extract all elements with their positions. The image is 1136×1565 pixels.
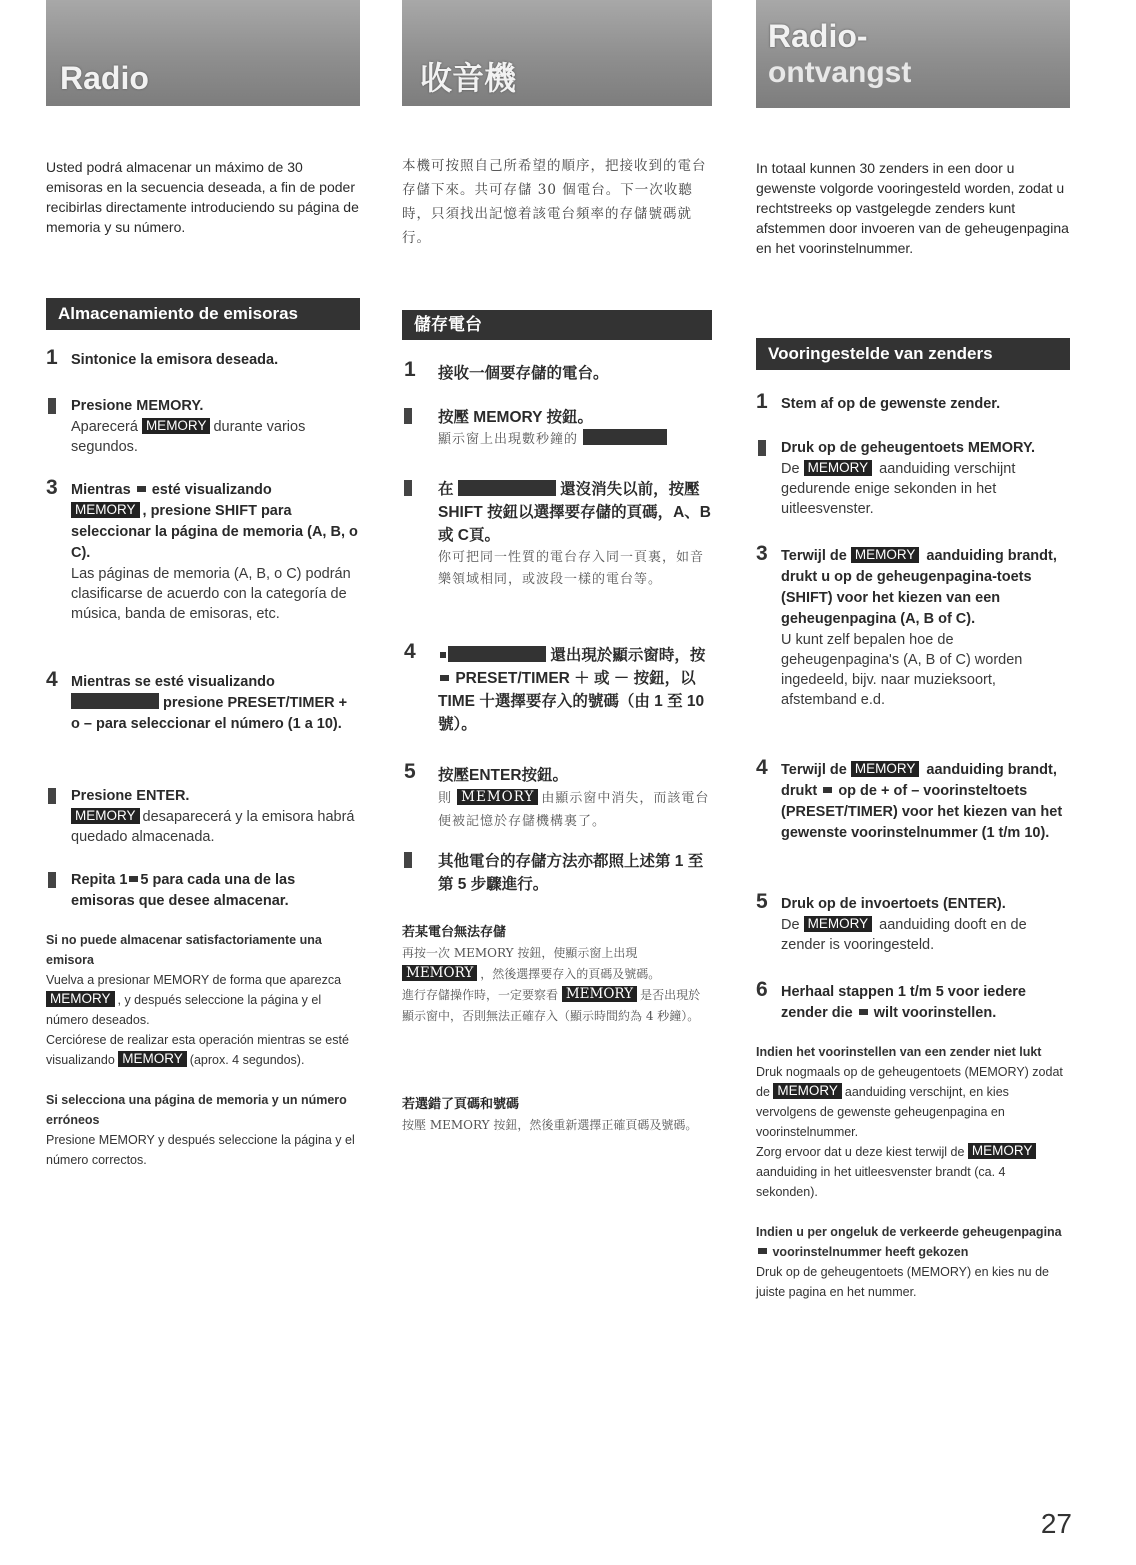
step-number: 3 [756,542,768,565]
title-banner [402,0,712,106]
step-body: MEMORY desaparecerá y la emisora habrá quedado almacenada. [71,808,355,845]
title-banner [756,0,1070,108]
memory-indicator: MEMORY [851,547,920,563]
memory-indicator: MEMORY [968,1143,1037,1159]
step-number: 4 [46,668,58,691]
title-banner [46,0,360,106]
note-wrong-selection [756,1222,1070,1302]
step-heading: Druk op de geheugentoets MEMORY. [781,440,1036,456]
step-marker [48,398,56,414]
step-4 [756,756,1070,844]
memory-indicator: MEMORY [457,789,538,805]
step-heading: 還出現於顯示窗時，按 PRESET/TIMER ＋ 或 － 按鈕，以TIME 十選擇要存入的號碼（由 1 至 10 號）。 [438,647,706,733]
note-wrong-selection [402,1094,712,1136]
step-heading: Druk op de invoertoets (ENTER). [781,896,1006,912]
step-5 [756,890,1070,955]
step-marker [404,852,412,868]
step-number: 1 [404,358,416,381]
note-body: Presione MEMORY y después seleccione la página y el número correctos. [46,1133,355,1167]
note-title: 若選錯了頁碼和號碼 [402,1097,520,1112]
note-wrong-selection [46,1090,360,1170]
step-heading: 在 還沒消失以前，按壓 SHIFT 按鈕以選擇要存儲的頁碼，A、B 或 C頁。 [438,481,711,544]
memory-indicator: MEMORY [71,502,140,518]
step-1 [46,346,360,371]
memory-indicator: MEMORY [851,761,920,777]
step-5 [402,760,712,833]
step-1 [756,390,1070,415]
note-body: 按壓 MEMORY 按鈕，然後重新選擇正確頁碼及號碼。 [402,1118,698,1132]
step-5 [46,786,360,847]
note-body: 再按一次 MEMORY 按鈕，使顯示窗上出現 MEMORY ，然後選擇要存入的頁碼及號碼。 進行存儲操作時，一定要察看 MEMORY 是否出現於顯示窗中，否則無法正確存入（顯示時間約為 4 秒鐘）。 [402,946,701,1023]
step-2 [756,438,1070,519]
note-title: Si selecciona una página de memoria y un número erróneos [46,1093,347,1127]
memory-indicator: MEMORY [118,1051,187,1067]
memory-indicator: MEMORY [562,986,637,1002]
step-marker [48,872,56,888]
step-body: 你可把同一性質的電台存入同一頁裏，如音樂領域相同，或波段一樣的電台等。 [438,550,705,587]
step-2 [46,396,360,457]
step-number: 1 [46,346,58,369]
step-heading: Mientras se esté visualizando presione PRESET/TIMER + o – para seleccionar el número (1 a 10). [71,674,348,732]
step-body: Las páginas de memoria (A, B, o C) podrán clasificarse de acuerdo con la categoría de música, banda de emisoras, etc. [71,566,351,622]
step-heading: Terwijl de MEMORY aanduiding brandt, drukt op de + of – voorinsteltoets (PRESET/TIMER) voor het kiezen van het gewenste voorinstelnummer (1 t/m 10). [781,761,1063,841]
step-3 [46,476,360,624]
note-body: Druk op de geheugentoets (MEMORY) en kies nu de juiste pagina en het nummer. [756,1265,1049,1299]
memory-indicator: MEMORY [773,1083,842,1099]
step-heading: Stem af op de gewenste zender. [781,396,1001,412]
note-title: 若某電台無法存儲 [402,925,507,940]
step-heading: Repita 1 5 para cada una de las emisoras que desee almacenar. [71,872,296,909]
step-body: Aparecerá MEMORY durante varios segundos. [71,418,306,455]
step-heading: 按壓ENTER按鈕。 [438,767,569,784]
step-4 [46,668,360,735]
step-4 [402,640,712,736]
step-number: 4 [404,640,416,663]
page-title: Radio [60,60,149,96]
step-marker [758,440,766,456]
memory-indicator: MEMORY [804,460,873,476]
step-6 [756,978,1070,1024]
section-heading: 儲存電台 [402,310,712,340]
step-body: De MEMORY aanduiding verschijnt gedurende enige sekonden in het uitleesvenster. [781,460,1016,517]
step-marker [48,788,56,804]
step-body: 則 MEMORY 由顯示窗中消失，而該電台便被記憶於存儲機構裏了。 [438,789,710,829]
step-6 [402,850,712,896]
memory-indicator: MEMORY [804,916,873,932]
memory-indicator: MEMORY [46,991,115,1007]
step-1 [402,358,712,385]
section-heading: Almacenamiento de emisoras [46,298,360,330]
memory-indicator: MEMORY [402,965,477,981]
step-6 [46,870,360,912]
note-store-failed [756,1042,1070,1202]
section-heading: Vooringestelde van zenders [756,338,1070,370]
step-heading: Sintonice la emisora deseada. [71,352,279,368]
page-title-continued: ontvangst [768,56,912,89]
step-marker [404,408,412,424]
step-heading: Mientras esté visualizando MEMORY , presione SHIFT para seleccionar la página de memoria (A, B, o C). [71,482,358,561]
note-body: Druk nogmaals op de geheugentoets (MEMORY) zodat de MEMORY aanduiding verschijnt, en kies vervolgens de gewenste geheugenpagina en voorinstelnummer. Zorg ervoor dat u deze kiest terwijl de MEMORYaanduiding in het uitleesvenster brandt (ca. 4 sekonden). [756,1065,1063,1199]
step-body: De MEMORY aanduiding dooft en de zender is vooringesteld. [781,916,1027,953]
intro-text: 本機可按照自己所希望的順序，把接收到的電台存儲下來。共可存儲 30 個電台。下一次收聽時，只須找出記憶着該電台頻率的存儲號碼就行。 [402,158,707,246]
note-body: Vuelva a presionar MEMORY de forma que aparezca MEMORY , y después seleccione la página y el número deseados. Cerciórese de realizar esta operación mientras se esté visualizando MEMORY (aprox. 4 segundos). [46,973,349,1067]
note-title: Si no puede almacenar satisfactoriamente una emisora [46,933,322,967]
page-title: Radio- [768,18,868,54]
note-store-failed [46,930,360,1070]
intro-text: Usted podrá almacenar un máximo de 30 emisoras en la secuencia deseada, a fin de poder recibirlas directamente introduciendo su página de memoria y su número. [46,159,359,235]
step-number: 5 [404,760,416,783]
step-body: 顯示窗上出現數秒鐘的 [438,429,712,451]
step-heading: 其他電台的存儲方法亦都照上述第 1 至第 5 步驟進行。 [438,853,704,893]
note-title: Indien het voorinstellen van een zender niet lukt [756,1045,1042,1059]
step-heading: 接收一個要存儲的電台。 [438,365,609,382]
step-2 [402,406,712,451]
note-store-failed [402,922,712,1027]
step-heading: Herhaal stappen 1 t/m 5 voor iedere zender die wilt voorinstellen. [781,984,1026,1021]
step-3 [756,542,1070,710]
intro-text: In totaal kunnen 30 zenders in een door u gewenste volgorde vooringesteld worden, zodat u rechtstreeks op vastgelegde zenders kunt afstemmen door invoeren van de geheugenpagina en het voorinstelnummer. [756,160,1069,256]
step-number: 4 [756,756,768,779]
step-3 [402,478,712,591]
step-heading: Presione MEMORY. [71,398,204,414]
step-number: 5 [756,890,768,913]
memory-indicator: MEMORY [71,808,140,824]
page-number: 27 [1040,1508,1072,1539]
step-heading: Terwijl de MEMORY aanduiding brandt, drukt u op de geheugenpagina-toets (SHIFT) voor het kiezen van een geheugenpagina (A, B of C). [781,547,1057,627]
memory-indicator: MEMORY [142,418,211,434]
step-body: U kunt zelf bepalen hoe de geheugenpagina's (A, B of C) worden ingedeeld, bijv. naar muzieksoort, afstemband e.d. [781,632,1023,708]
step-number: 1 [756,390,768,413]
note-title: Indien u per ongeluk de verkeerde geheugenpagina voorinstelnummer heeft gekozen [756,1225,1062,1259]
step-heading: Presione ENTER. [71,788,190,804]
step-number: 3 [46,476,58,499]
step-heading: 按壓 MEMORY 按鈕。 [438,409,594,426]
step-marker [404,480,412,496]
step-number: 6 [756,978,768,1001]
page-title: 收音機 [420,60,517,96]
